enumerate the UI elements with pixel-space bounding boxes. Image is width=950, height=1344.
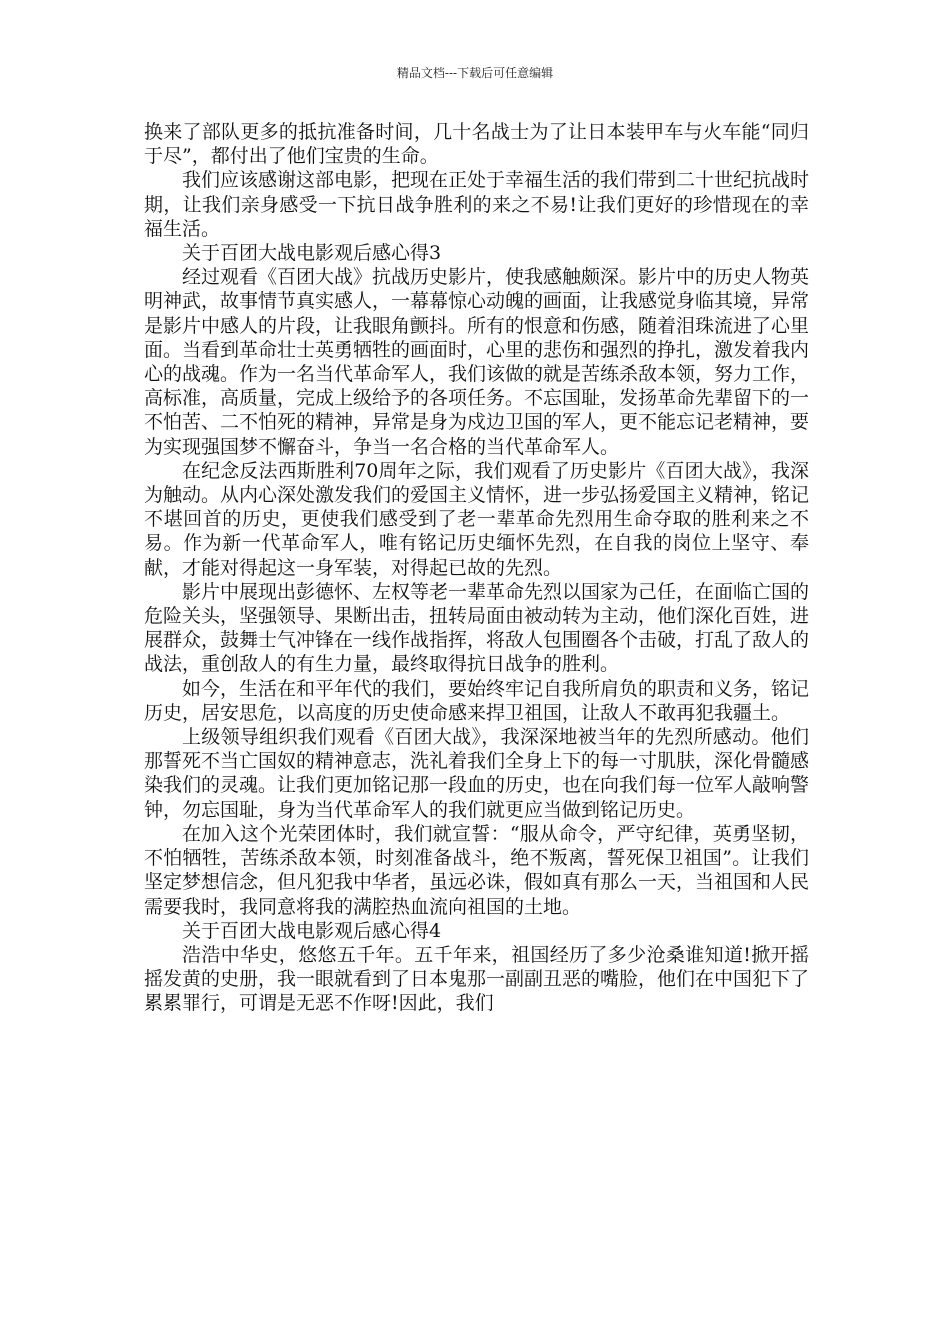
section-heading-4: 关于百团大战电影观后感心得4	[182, 919, 442, 942]
paragraph-9: 浩浩中华史，悠悠五千年。五千年来，祖国经历了多少沧桑谁知道!掀开摇摇发黄的史册，我一眼就看到了日本鬼那一副副丑恶的嘴脸，他们在中国犯下了累累罪行，可谓是无恶不作呀!因此，我们	[144, 943, 810, 1015]
paragraph-3: 经过观看《百团大战》抗战历史影片，使我感触颇深。影片中的历史人物英明神武，故事情节真实感人，一幕幕惊心动魄的画面，让我感觉身临其境，异常是影片中感人的片段，让我眼角颤抖。所有的恨意和伤感，随着泪珠流进了心里面。当看到革命壮士英勇牺牲的画面时，心里的悲伤和强烈的挣扎，激发着我内心的战魂。作为一名当代革命军人，我们该做的就是苦练杀敌本领，努力工作，高标准，高质量，完成上级给予的各项任务。不忘国耻，发扬革命先辈留下的一不怕苦、二不怕死的精神，异常是身为戍边卫国的军人，更不能忘记老精神，要为实现强国梦不懈奋斗，争当一名合格的当代革命军人。	[144, 266, 810, 458]
paragraph-5: 影片中展现出彭德怀、左权等老一辈革命先烈以国家为己任，在面临亡国的危险关头，坚强领导、果断出击，扭转局面由被动转为主动，他们深化百姓，进展群众，鼓舞士气冲锋在一线作战指挥，将敌人包围圈各个击破，打乱了敌人的战法，重创敌人的有生力量，最终取得抗日战争的胜利。	[144, 580, 810, 676]
paragraph-1: 换来了部队更多的抵抗准备时间，几十名战士为了让日本装甲车与火车能“同归于尽”，都付出了他们宝贵的生命。	[144, 121, 809, 168]
document-body	[144, 120, 809, 1016]
paragraph-8: 在加入这个光荣团体时，我们就宣誓：“服从命令，严守纪律，英勇坚韧，不怕牺牲，苦练杀敌本领，时刻准备战斗，绝不叛离，誓死保卫祖国”。让我们坚定梦想信念，但凡犯我中华者，虽远必诛，假如真有那么一天，当祖国和人民需要我时，我同意将我的满腔热血流向祖国的土地。	[144, 822, 810, 918]
paragraph-4: 在纪念反法西斯胜利70周年之际，我们观看了历史影片《百团大战》，我深为触动。从内心深处激发我们的爱国主义情怀，进一步弘扬爱国主义精神，铭记不堪回首的历史，更使我们感受到了老一辈革命先烈用生命夺取的胜利来之不易。作为新一代革命军人，唯有铭记历史缅怀先烈，在自我的岗位上坚守、奉献，才能对得起这一身军装，对得起已故的先烈。	[144, 459, 810, 579]
paragraph-7: 上级领导组织我们观看《百团大战》，我深深地被当年的先烈所感动。他们那誓死不当亡国奴的精神意志，洗礼着我们全身上下的每一寸肌肤，深化骨髓感染我们的灵魂。让我们更加铭记那一段血的历史，也在向我们每一位军人敲响警钟，勿忘国耻，身为当代革命军人的我们就更应当做到铭记历史。	[144, 726, 810, 821]
paragraph-2: 我们应该感谢这部电影，把现在正处于幸福生活的我们带到二十世纪抗战时期，让我们亲身感受一下抗日战争胜利的来之不易!让我们更好的珍惜现在的幸福生活。	[144, 169, 810, 240]
page-header: 精品文档---下载后可任意编辑	[396, 66, 554, 80]
paragraph-6: 如今，生活在和平年代的我们，要始终牢记自我所肩负的职责和义务，铭记历史，居安思危，以高度的历史使命感来捍卫祖国，让敌人不敢再犯我疆土。	[144, 677, 810, 724]
section-heading-3: 关于百团大战电影观后感心得3	[182, 242, 442, 265]
